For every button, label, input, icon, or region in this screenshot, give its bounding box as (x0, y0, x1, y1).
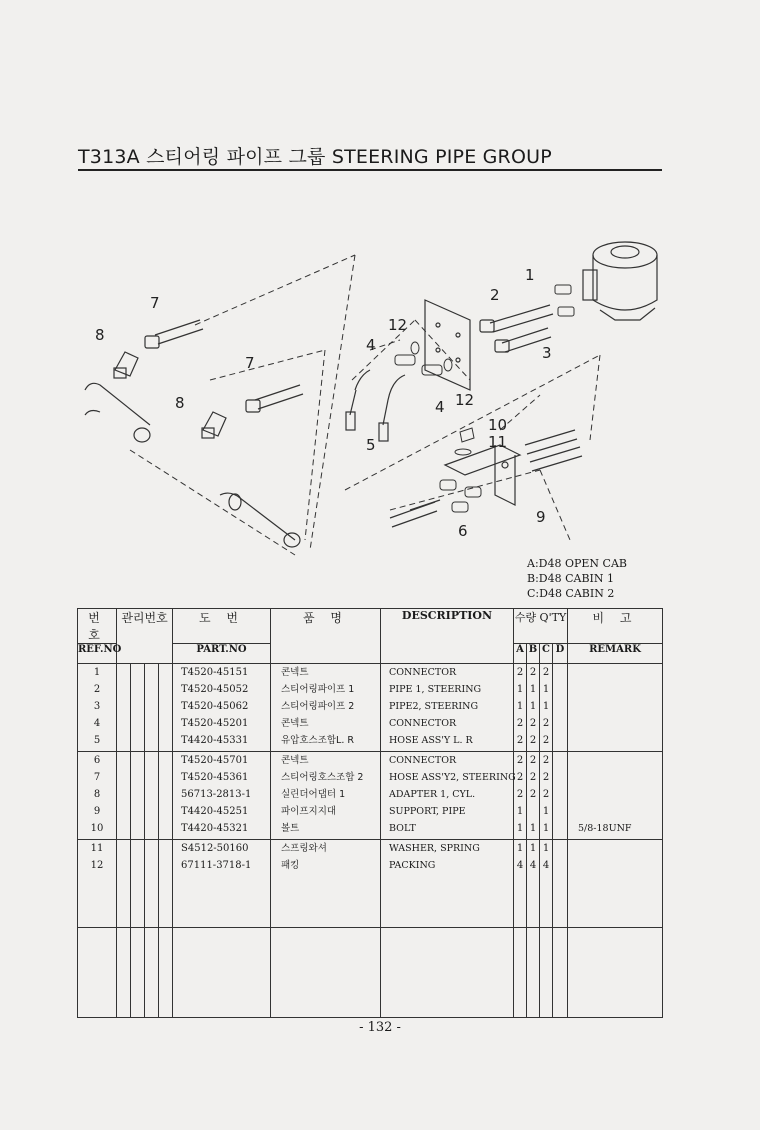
table-cell-name: 패킹 (281, 860, 300, 871)
mgmt-number-cell (145, 664, 159, 752)
table-cell-remark (578, 715, 662, 732)
table-cell-ref: 1 (93, 667, 101, 678)
table-cell-d (553, 840, 567, 857)
mgmt-number-cell (145, 928, 159, 1018)
header-ref-ko: 번 호 (78, 609, 117, 644)
table-cell-name: 스티어링파이프 1 (281, 684, 355, 695)
table-cell-b: 2 (529, 735, 537, 746)
table-cell-part: 67111-3718-1 (181, 860, 252, 871)
table-cell-c: 1 (542, 684, 550, 695)
callout-10: 10 (488, 416, 508, 434)
table-cell-a: 2 (516, 718, 524, 729)
table-cell-desc: CONNECTOR (389, 755, 457, 766)
cell-ref-column (78, 752, 117, 840)
table-cell-part: T4520-45062 (181, 701, 249, 712)
cell-d-column (553, 928, 568, 1018)
page-title: T313A 스티어링 파이프 그룹 STEERING PIPE GROUP (78, 146, 552, 168)
table-cell-remark (578, 698, 662, 715)
table-cell-remark (578, 803, 662, 820)
table-cell-ref: 5 (93, 735, 101, 746)
diagram-svg (70, 240, 670, 580)
table-cell-part: 56713-2813-1 (181, 789, 252, 800)
hoses-right (390, 430, 582, 527)
callout-7-lower: 7 (245, 354, 255, 372)
table-cell-desc: PIPE2, STEERING (389, 701, 479, 712)
table-cell-b: 2 (529, 789, 537, 800)
callout-1: 1 (525, 266, 535, 284)
table-cell-name: 실린더어댑터 1 (281, 789, 346, 800)
mgmt-number-cell (117, 752, 131, 840)
table-cell-remark (578, 786, 662, 803)
table-cell-d (553, 786, 567, 803)
cell-desc-column (381, 840, 514, 928)
mgmt-number-cell (131, 752, 145, 840)
cell-b-column (527, 840, 540, 928)
table-row-group (78, 928, 663, 1018)
table-cell-desc: WASHER, SPRING (389, 843, 480, 854)
table-cell-c: 1 (542, 843, 550, 854)
cell-b-column (527, 752, 540, 840)
callout-8-lower: 8 (175, 394, 185, 412)
mgmt-number-cell (145, 840, 159, 928)
table-cell-a: 1 (516, 806, 524, 817)
callout-4-lower: 4 (435, 398, 445, 416)
legend-line-b: B:D48 CABIN 1 (527, 572, 615, 585)
table-row-group (78, 840, 663, 928)
legend-line-c: C:D48 CABIN 2 (527, 587, 615, 600)
table-cell-ref: 2 (93, 684, 101, 695)
table-cell-a: 1 (516, 843, 524, 854)
table-cell-remark (578, 664, 662, 681)
adapter-item-8-lower (202, 412, 226, 438)
table-cell-part: T4520-45201 (181, 718, 249, 729)
cell-part-column (173, 664, 271, 752)
callout-2: 2 (490, 286, 500, 304)
parts-table (77, 608, 663, 1018)
cell-a-column (514, 928, 527, 1018)
cell-desc-column (381, 752, 514, 840)
mgmt-number-cell (117, 664, 131, 752)
table-cell-name: 파이프지지대 (281, 806, 337, 817)
table-cell-remark: 5/8-18UNF (578, 823, 632, 834)
table-cell-remark (578, 840, 662, 857)
table-cell-d (553, 803, 567, 820)
cell-c-column (540, 840, 553, 928)
table-cell-b: 2 (529, 772, 537, 783)
mgmt-number-cell (145, 752, 159, 840)
cell-c-column (540, 752, 553, 840)
table-cell-d (553, 857, 567, 874)
washer-item-11 (455, 449, 471, 455)
table-cell-d (553, 681, 567, 698)
table-cell-c: 1 (542, 806, 550, 817)
table-cell-part: S4512-50160 (181, 843, 249, 854)
header-qty-c: C (540, 644, 553, 664)
table-cell-part: T4520-45361 (181, 772, 249, 783)
table-cell-b: 4 (529, 860, 537, 871)
table-cell-remark (578, 769, 662, 786)
table-cell-c: 2 (542, 755, 550, 766)
table-cell-name: 스티어링파이프 2 (281, 701, 355, 712)
table-cell-b: 1 (529, 701, 537, 712)
table-cell-ref: 10 (90, 823, 104, 834)
table-cell-c: 4 (542, 860, 550, 871)
connectors-item-1 (555, 285, 574, 316)
steering-unit-drawing (583, 242, 657, 320)
callout-9: 9 (536, 508, 546, 526)
table-cell-part: T4520-45701 (181, 755, 249, 766)
table-cell-c: 2 (542, 789, 550, 800)
header-part-en: PART.NO (173, 644, 271, 664)
cell-remark-column (568, 752, 663, 840)
table-cell-ref: 4 (93, 718, 101, 729)
cell-part-column (173, 928, 271, 1018)
connectors-item-4 (395, 342, 452, 375)
cell-name-column (271, 928, 381, 1018)
cell-d-column (553, 752, 568, 840)
cell-name-column (271, 664, 381, 752)
cell-remark-column (568, 928, 663, 1018)
table-cell-d (553, 698, 567, 715)
table-cell-desc: PACKING (389, 860, 436, 871)
cell-remark-column (568, 664, 663, 752)
legend-line-a: A:D48 OPEN CAB (527, 557, 627, 570)
table-cell-name: 유압호스조합L. R (281, 735, 354, 746)
cell-desc-column (381, 928, 514, 1018)
callout-8-upper: 8 (95, 326, 105, 344)
cell-a-column (514, 752, 527, 840)
mgmt-number-cell (131, 840, 145, 928)
cell-a-column (514, 664, 527, 752)
header-part-ko: 도 번 (173, 609, 271, 644)
header-mgmt-ko: 관리번호 (117, 609, 173, 664)
mgmt-number-cell (131, 664, 145, 752)
table-cell-c: 1 (542, 701, 550, 712)
header-qty-a: A (514, 644, 527, 664)
table-cell-a: 1 (516, 823, 524, 834)
table-cell-remark (578, 857, 662, 874)
cell-ref-column (78, 928, 117, 1018)
connectors-item-6 (440, 480, 481, 512)
header-qty-d: D (553, 644, 568, 664)
table-cell-d (553, 715, 567, 732)
hoses-item-5 (346, 370, 405, 441)
table-cell-b: 1 (529, 843, 537, 854)
cell-ref-column (78, 840, 117, 928)
cylinder-outline (85, 383, 300, 547)
cell-a-column (514, 840, 527, 928)
table-cell-d (553, 732, 567, 749)
table-cell-a: 1 (516, 701, 524, 712)
table-cell-b: 1 (529, 823, 537, 834)
table-cell-c: 2 (542, 718, 550, 729)
table-cell-d (553, 752, 567, 769)
adapter-item-8-upper (114, 352, 138, 378)
table-cell-desc: SUPPORT, PIPE (389, 806, 466, 817)
cell-d-column (553, 840, 568, 928)
table-row-group (78, 752, 663, 840)
table-cell-b: 2 (529, 667, 537, 678)
table-cell-ref: 11 (90, 843, 104, 854)
table-cell-ref: 6 (93, 755, 101, 766)
table-cell-ref: 12 (90, 860, 104, 871)
cell-desc-column (381, 664, 514, 752)
header-name-ko: 품 명 (271, 609, 381, 664)
table-cell-part: T4520-45052 (181, 684, 249, 695)
cell-c-column (540, 664, 553, 752)
header-qty: 수량 Q'TY (514, 609, 568, 644)
table-cell-desc: HOSE ASS'Y L. R (389, 735, 473, 746)
header-ref-en: REF.NO (78, 644, 117, 664)
table-cell-ref: 3 (93, 701, 101, 712)
callout-6: 6 (458, 522, 468, 540)
table-cell-c: 2 (542, 667, 550, 678)
table-cell-ref: 9 (93, 806, 101, 817)
table-cell-a: 2 (516, 755, 524, 766)
cell-name-column (271, 840, 381, 928)
table-cell-remark (578, 752, 662, 769)
table-cell-c: 1 (542, 823, 550, 834)
hose-item-7-lower (246, 385, 303, 412)
header-remark-ko: 비 고 (568, 609, 663, 644)
callout-3: 3 (542, 344, 552, 362)
table-cell-desc: CONNECTOR (389, 667, 457, 678)
cell-ref-column (78, 664, 117, 752)
table-cell-part: T4420-45331 (181, 735, 249, 746)
header-qty-b: B (527, 644, 540, 664)
table-cell-b: 1 (529, 684, 537, 695)
bolt-item-10 (460, 428, 474, 442)
guide-lines (130, 255, 600, 555)
table-cell-d (553, 664, 567, 681)
cell-remark-column (568, 840, 663, 928)
exploded-parts-diagram (70, 240, 670, 580)
header-remark-en: REMARK (568, 644, 663, 664)
callout-11: 11 (488, 433, 508, 451)
table-cell-name: 콘넥트 (281, 755, 309, 766)
mgmt-number-cell (117, 840, 131, 928)
cell-part-column (173, 840, 271, 928)
table-cell-b (527, 803, 539, 820)
table-cell-d (553, 820, 567, 837)
mgmt-number-cell (159, 928, 173, 1018)
table-cell-desc: HOSE ASS'Y2, STEERING (389, 772, 516, 783)
cell-part-column (173, 752, 271, 840)
table-cell-desc: BOLT (389, 823, 416, 834)
table-cell-d (553, 769, 567, 786)
hose-item-7-upper (145, 320, 203, 348)
table-cell-b: 2 (529, 718, 537, 729)
table-cell-c: 2 (542, 735, 550, 746)
table-cell-name: 볼트 (281, 823, 300, 834)
mgmt-number-cell (159, 664, 173, 752)
table-cell-ref: 7 (93, 772, 101, 783)
table-cell-remark (578, 681, 662, 698)
table-cell-desc: ADAPTER 1, CYL. (389, 789, 476, 800)
table-cell-name: 콘넥트 (281, 667, 309, 678)
table-row-group (78, 664, 663, 752)
callout-5: 5 (366, 436, 376, 454)
table-cell-a: 2 (516, 772, 524, 783)
cell-b-column (527, 664, 540, 752)
callout-12-upper: 12 (388, 316, 408, 334)
cell-name-column (271, 752, 381, 840)
callout-7-upper: 7 (150, 294, 160, 312)
table-cell-a: 2 (516, 789, 524, 800)
table-cell-name: 콘넥트 (281, 718, 309, 729)
mgmt-number-cell (159, 840, 173, 928)
table-cell-a: 2 (516, 667, 524, 678)
table-cell-part: T4420-45251 (181, 806, 249, 817)
table-cell-part: T4520-45151 (181, 667, 249, 678)
manifold-plate (425, 300, 470, 390)
model-legend (527, 556, 627, 601)
table-cell-remark (578, 732, 662, 749)
callout-12-lower: 12 (455, 391, 475, 409)
header-desc-en: DESCRIPTION (381, 609, 514, 664)
title-rule (78, 169, 662, 171)
table-cell-a: 2 (516, 735, 524, 746)
mgmt-number-cell (131, 928, 145, 1018)
cell-c-column (540, 928, 553, 1018)
table-cell-name: 스프링와셔 (281, 843, 327, 854)
table-cell-b: 2 (529, 755, 537, 766)
table-cell-a: 4 (516, 860, 524, 871)
table-cell-part: T4420-45321 (181, 823, 249, 834)
cell-d-column (553, 664, 568, 752)
table-cell-c: 2 (542, 772, 550, 783)
callout-labels (95, 266, 552, 540)
table-cell-name: 스티어링호스조합 2 (281, 772, 364, 783)
mgmt-number-cell (117, 928, 131, 1018)
table-cell-desc: CONNECTOR (389, 718, 457, 729)
callout-4-upper: 4 (366, 336, 376, 354)
cell-b-column (527, 928, 540, 1018)
table-cell-a: 1 (516, 684, 524, 695)
mgmt-number-cell (159, 752, 173, 840)
table-cell-ref: 8 (93, 789, 101, 800)
page-number: - 132 - (359, 1020, 401, 1035)
table-cell-desc: PIPE 1, STEERING (389, 684, 482, 695)
